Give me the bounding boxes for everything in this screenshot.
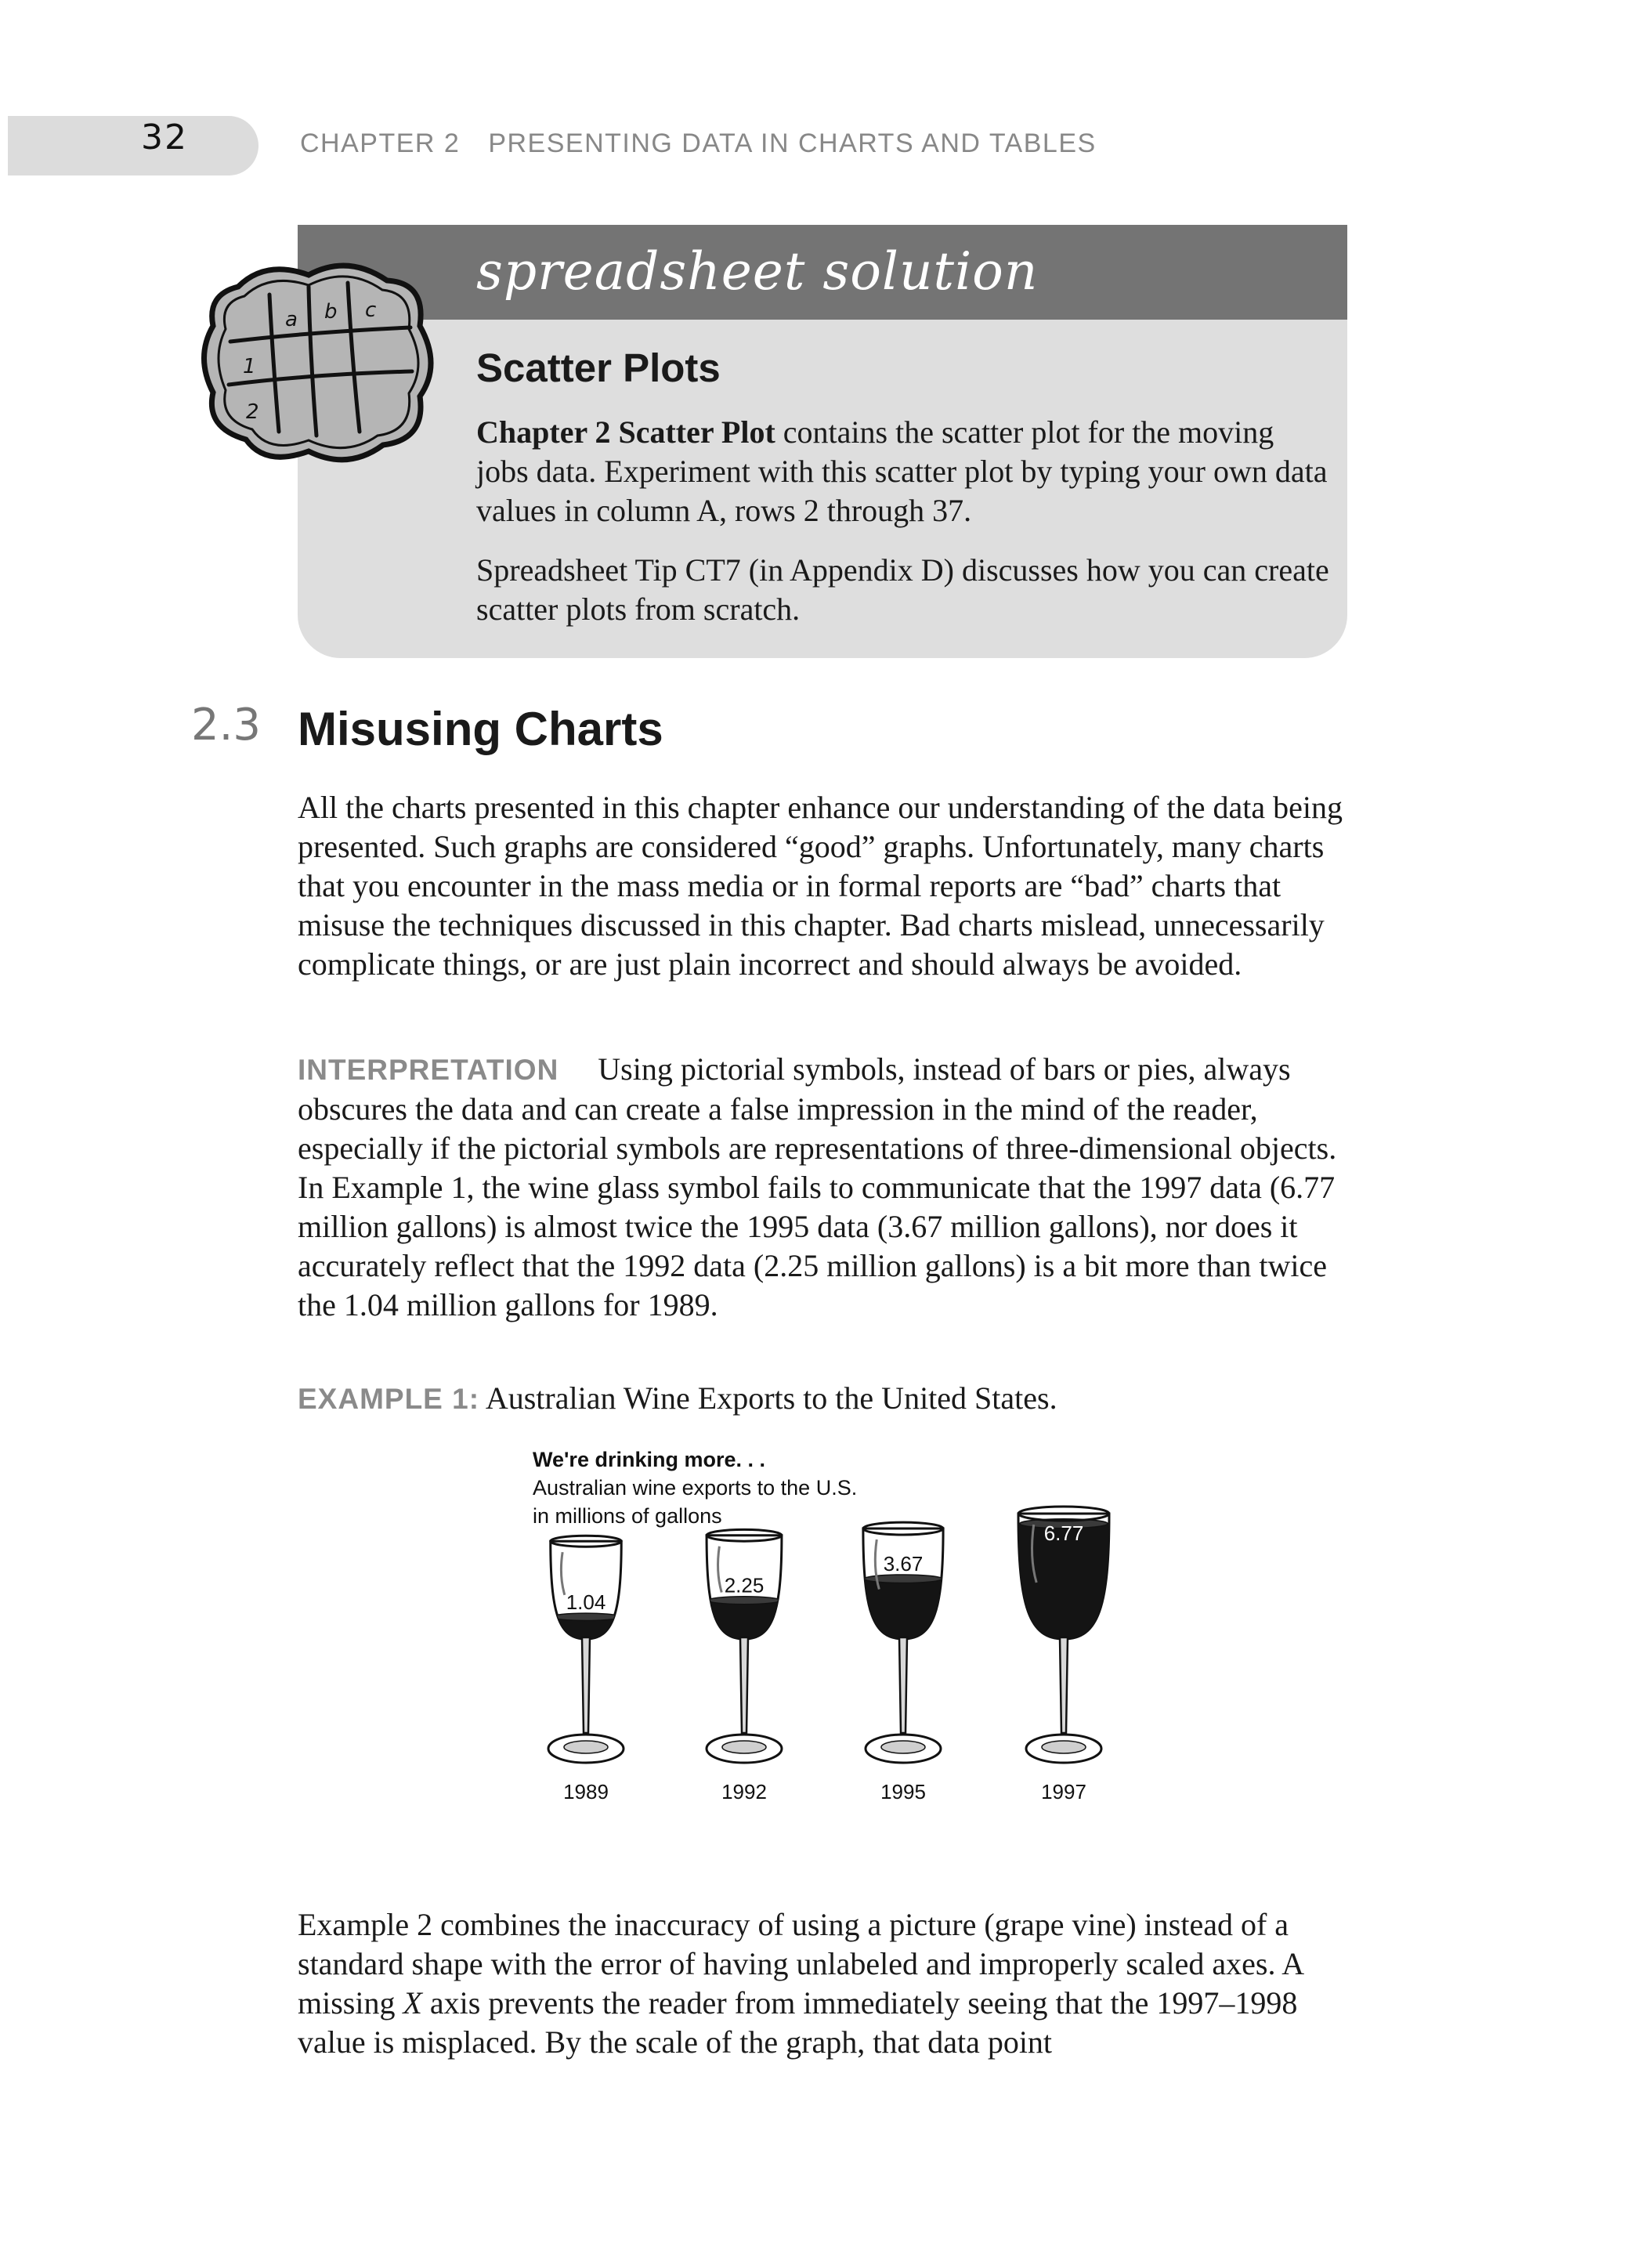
glass-stem <box>899 1637 907 1733</box>
interpretation-paragraph <box>298 1050 1347 1325</box>
example-1-caption <box>298 1379 1057 1419</box>
chart-title: We're drinking more. . . <box>533 1448 765 1471</box>
year-label: 1989 <box>563 1780 609 1803</box>
wine-glass-1989 <box>548 1536 624 1803</box>
wine-glasses <box>548 1507 1111 1803</box>
glass-base-inner <box>1042 1741 1086 1753</box>
glass-stem <box>582 1637 590 1733</box>
example-label: EXAMPLE 1: <box>298 1383 480 1415</box>
body-paragraph-1: All the charts presented in this chapter enhance our understanding of the data being presented. Such graphs are considered “good” graphs. Unfortunately, many charts that you encounter in the mass media or in formal reports are “bad” charts that misuse the techniques discussed in this chapter. Bad charts mislead, unnecessarily complicate things, or are just plain incorrect and should always be avoided. <box>298 790 1343 982</box>
page-number-tab <box>8 116 258 175</box>
paragraph-text: axis prevents the reader from immediately seeing that the 1997–1998 value is misplaced. By the scale of the graph, that data point <box>298 1985 1298 2060</box>
value-label: 3.67 <box>883 1552 924 1576</box>
spreadsheet-grid-icon <box>191 240 450 475</box>
page-number: 32 <box>141 118 188 157</box>
chart-subtitle-line-2: in millions of gallons <box>533 1504 722 1528</box>
year-label: 1997 <box>1041 1780 1086 1803</box>
x-axis-term: X <box>403 1985 422 2021</box>
example-title: Australian Wine Exports to the United States. <box>485 1380 1057 1416</box>
glass-stem <box>740 1637 748 1733</box>
value-label: 6.77 <box>1043 1521 1084 1545</box>
glass-base-inner <box>881 1741 925 1753</box>
body-paragraph-3 <box>298 1905 1347 2062</box>
icon-letter-a: a <box>285 308 298 331</box>
section-number: 2.3 <box>191 700 262 751</box>
icon-letter-1: 1 <box>243 355 256 378</box>
value-label: 2.25 <box>724 1573 765 1597</box>
scatter-plots-heading: Scatter Plots <box>476 345 721 390</box>
icon-letter-2: 2 <box>246 400 259 424</box>
interpretation-label: INTERPRETATION <box>298 1054 559 1086</box>
glass-stem <box>1060 1637 1068 1733</box>
glass-base-inner <box>722 1741 766 1753</box>
wine-exports-pictograph <box>517 1442 1144 1865</box>
wine-glass-1995 <box>862 1522 945 1803</box>
section-title: Misusing Charts <box>298 703 663 755</box>
chapter-label: CHAPTER 2 <box>300 128 461 158</box>
year-label: 1995 <box>880 1780 926 1803</box>
wine-surface <box>708 1597 781 1604</box>
wine-fill <box>862 1579 945 1641</box>
icon-letter-b: b <box>324 300 338 324</box>
paragraph-text: Example 2 combines the inaccuracy of using a picture (grape vine) instead of a standard shape with the error of having unlabeled and improperly scaled axes. A missing <box>298 1907 1303 2021</box>
chapter-title: PRESENTING DATA IN CHARTS AND TABLES <box>488 128 1097 158</box>
spreadsheet-solution-paragraph-2: Spreadsheet Tip CT7 (in Appendix D) discusses how you can create scatter plots from scratch. <box>476 552 1329 627</box>
spreadsheet-solution-paragraph-1 <box>476 413 1330 530</box>
wine-surface <box>551 1613 620 1620</box>
running-head <box>300 128 1097 159</box>
scatter-plot-file-name: Chapter 2 Scatter Plot <box>476 414 775 450</box>
wine-glass-1997 <box>1017 1507 1111 1803</box>
chart-subtitle-line-1: Australian wine exports to the U.S. <box>533 1476 858 1500</box>
glass-base-inner <box>564 1741 608 1753</box>
wine-glass-1992 <box>705 1529 783 1803</box>
icon-letter-c: c <box>365 298 377 322</box>
value-label: 1.04 <box>566 1590 606 1614</box>
paragraph-text: contains the scatter plot for the moving jobs data. Experiment with this scatter plot by typing your own data values in column A, rows 2 through 37. <box>476 414 1328 528</box>
year-label: 1992 <box>721 1780 767 1803</box>
interpretation-text: Using pictorial symbols, instead of bars or pies, always obscures the data and can create a false impression in the mind of the reader, especially if the pictorial symbols are representations of three-dimensional objects. In Example 1, the wine glass symbol fails to communicate that the 1997 data (6.77 million gallons) is almost twice the 1995 data (3.67 million gallons), nor does it accurately reflect that the 1992 data (2.25 million gallons) is a bit more than twice the 1.04 million gallons for 1989. <box>298 1051 1337 1322</box>
spreadsheet-solution-title: spreadsheet solution <box>476 241 1039 302</box>
wine-fill <box>705 1601 783 1641</box>
